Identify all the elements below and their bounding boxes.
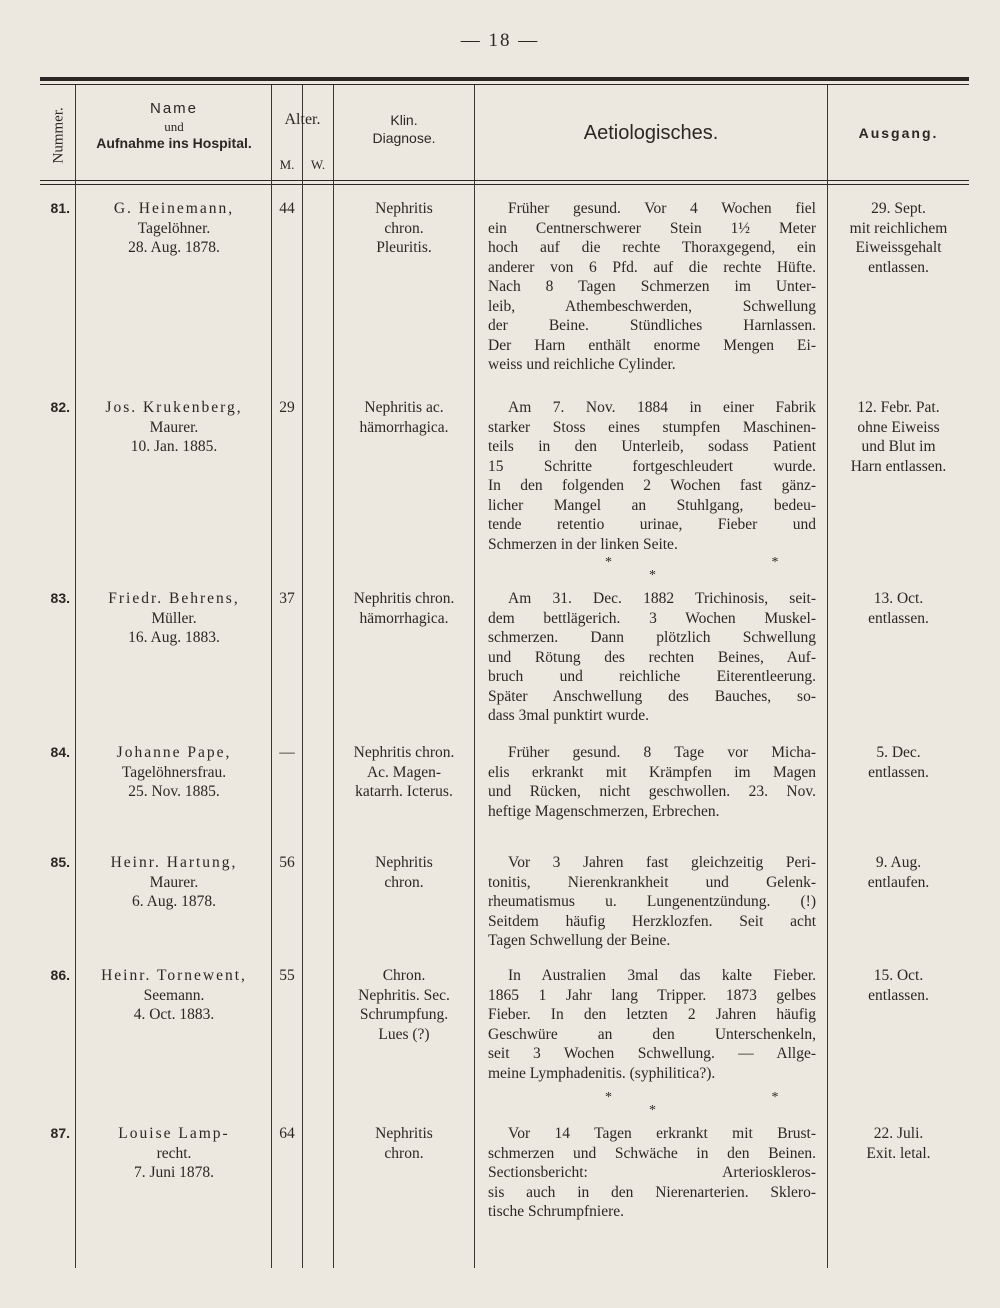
- header-aetiologie: Aetiologisches.: [583, 122, 719, 144]
- aetiology-text-line: Fieber. In den letzten 2 Jahren häufig: [488, 1006, 816, 1023]
- col-line-alter-mid: [302, 85, 303, 1268]
- patient-name: [78, 853, 270, 912]
- clinical-diagnosis: [335, 1124, 473, 1163]
- patient-age: [272, 743, 302, 763]
- outcome-line: Eiweissgehalt: [855, 239, 942, 256]
- patient-name-line: Maurer.: [149, 418, 199, 436]
- aetiology-text-line: starker Stoss eines stumpfen Maschinen-: [488, 418, 816, 436]
- col-line: [271, 85, 272, 1268]
- patient-name-line: Müller.: [151, 609, 197, 627]
- clinical-diagnosis-line: katarrh. Icterus.: [355, 783, 453, 800]
- outcome-line: 12. Febr. Pat.: [857, 399, 940, 416]
- aetiology-text-line: Seitdem häufig Herzklozfen. Seit acht: [488, 912, 816, 930]
- aetiology-text-line: tonitis, Nierenkrankheit und Gelenk-: [488, 873, 816, 891]
- clinical-diagnosis-line: hämorrhagica.: [359, 609, 449, 627]
- patient-name-line: 6. Aug. 1878.: [132, 893, 216, 910]
- patient-name: [78, 1124, 270, 1183]
- outcome-line: 15. Oct.: [873, 967, 924, 984]
- patient-name: [78, 966, 270, 1025]
- clinical-diagnosis-line: Schrumpfung.: [359, 1006, 449, 1023]
- patient-age-line: 55: [279, 967, 295, 984]
- patient-name-line: Louise Lamp-: [118, 1125, 230, 1142]
- clinical-diagnosis-line: chron.: [384, 873, 424, 891]
- aetiology-text-line: 15 Schritte fortgeschleudert wurde.: [488, 457, 816, 475]
- clinical-diagnosis-line: Nephritis: [375, 200, 433, 217]
- aetiology-text-line: Schmerzen in der linken Seite.: [488, 535, 678, 553]
- aetiology-text-line: elis erkrankt mit Krämpfen im Magen: [488, 763, 816, 781]
- case-number-line: 82.: [50, 399, 70, 415]
- patient-age-line: —: [279, 744, 295, 761]
- patient-age-line: 64: [279, 1125, 295, 1142]
- case-number-line: 84.: [50, 744, 70, 760]
- aetiology-text: [488, 1124, 816, 1222]
- outcome-line: 29. Sept.: [871, 200, 926, 217]
- outcome-line: 13. Oct.: [873, 590, 924, 607]
- case-number: [44, 589, 70, 609]
- aetiology-text: [488, 966, 816, 1083]
- aetiology-text-line: Später Anschwellung des Bauches, so-: [488, 687, 816, 705]
- patient-name-line: Tagelöhner.: [137, 219, 211, 237]
- clinical-diagnosis: [335, 199, 473, 258]
- header-name-line1: Name: [149, 100, 198, 117]
- patient-name-line: 7. Juni 1878.: [133, 1164, 215, 1181]
- separator-stars: *: [649, 568, 656, 583]
- page-number: — 18 —: [460, 30, 540, 51]
- header-name-line2: und: [164, 118, 184, 134]
- aetiology-text: [488, 589, 816, 726]
- aetiology-text-line: 1865 1 Jahr lang Tripper. 1873 gelbes: [488, 986, 816, 1004]
- outcome-line: entlaufen.: [867, 873, 930, 891]
- aetiology-text-line: Sectionsbericht: Arterioskleros-: [488, 1164, 816, 1181]
- aetiology-text: [488, 743, 816, 821]
- patient-age: [272, 1124, 302, 1144]
- aetiology-text-line: Der Harn enthält enorme Mengen Ei-: [488, 336, 816, 354]
- clinical-diagnosis-line: chron.: [384, 219, 424, 237]
- aetiology-text-line: hoch auf die rechte Thoraxgegend, ein: [488, 239, 816, 256]
- patient-name-line: Maurer.: [149, 873, 199, 891]
- header-alter: Alter.: [284, 111, 321, 128]
- patient-name-line: Friedr. Behrens,: [108, 590, 240, 607]
- aetiology-text-line: schmerzen und Schwäche in den Beinen.: [488, 1144, 816, 1162]
- case-number-line: 81.: [50, 200, 70, 216]
- clinical-diagnosis-line: Nephritis chron.: [353, 744, 455, 761]
- aetiology-text-line: Am 31. Dec. 1882 Trichinosis, seit-: [508, 590, 816, 607]
- patient-age: [272, 398, 302, 418]
- header-name-line3: Aufnahme ins Hospital.: [96, 135, 252, 151]
- clinical-diagnosis-line: Nephritis. Sec.: [358, 986, 450, 1004]
- patient-name-line: Johanne Pape,: [116, 744, 232, 761]
- aetiology-text-line: Nach 8 Tagen Schmerzen im Unter-: [488, 278, 816, 295]
- case-number-line: 83.: [50, 590, 70, 606]
- clinical-diagnosis-line: Pleuritis.: [376, 239, 432, 256]
- patient-name-line: 28. Aug. 1878.: [128, 239, 220, 256]
- aetiology-text-line: In den folgenden 2 Wochen fast gänz-: [488, 477, 816, 494]
- patient-name-line: Seemann.: [143, 986, 205, 1004]
- aetiology-text-line: tische Schrumpfniere.: [488, 1203, 625, 1220]
- patient-name-line: G. Heinemann,: [113, 200, 235, 217]
- aetiology-text-line: seit 3 Wochen Schwellung. — Allge-: [488, 1045, 816, 1062]
- outcome-line: entlassen.: [868, 763, 929, 781]
- patient-name-line: Heinr. Hartung,: [110, 854, 238, 871]
- clinical-diagnosis-line: Nephritis chron.: [353, 590, 455, 607]
- header-diag-line1: Klin.: [390, 112, 418, 128]
- header-alter-w: W.: [310, 157, 326, 172]
- header-ausgang: Ausgang.: [858, 125, 939, 141]
- aetiology-text-line: schmerzen. Dann plötzlich Schwellung: [488, 629, 816, 646]
- aetiology-text-line: tende retentio urinae, Fieber und: [488, 516, 816, 533]
- top-rule: [40, 77, 969, 81]
- aetiology-text-line: Geschwüre an den Unterschenkeln,: [488, 1025, 816, 1043]
- outcome: [830, 853, 967, 892]
- patient-name: [78, 398, 270, 457]
- patient-age: [272, 199, 302, 219]
- case-number-line: 87.: [50, 1125, 70, 1141]
- header-nummer: Nummer.: [50, 107, 67, 164]
- patient-age: [272, 589, 302, 609]
- case-number: [44, 966, 70, 986]
- case-number: [44, 743, 70, 763]
- patient-name-line: Heinr. Tornewent,: [101, 967, 247, 984]
- outcome: [830, 743, 967, 782]
- patient-name-line: 16. Aug. 1883.: [128, 629, 220, 646]
- clinical-diagnosis: [335, 853, 473, 892]
- aetiology-text: [488, 853, 816, 951]
- clinical-diagnosis: [335, 743, 473, 802]
- outcome-line: 5. Dec.: [876, 744, 921, 761]
- aetiology-text-line: meine Lymphadenitis. (syphilitica?).: [488, 1064, 716, 1082]
- outcome-line: 9. Aug.: [875, 854, 922, 871]
- clinical-diagnosis: [335, 398, 473, 437]
- clinical-diagnosis-line: Lues (?): [378, 1025, 430, 1043]
- clinical-diagnosis-line: chron.: [384, 1144, 424, 1162]
- header-alter-m: M.: [279, 157, 295, 172]
- separator-stars: *: [649, 1103, 656, 1118]
- separator-stars: * *: [605, 555, 857, 570]
- patient-age: [272, 853, 302, 873]
- clinical-diagnosis: [335, 589, 473, 628]
- aetiology-text: [488, 398, 816, 554]
- header-rule-thin: [40, 184, 969, 185]
- aetiology-text-line: teils in den Unterleib, sodass Patient: [488, 438, 816, 455]
- outcome-line: ohne Eiweiss: [857, 418, 940, 436]
- aetiology-text-line: sis auch in den Nierenarterien. Sklero-: [488, 1183, 816, 1201]
- aetiology-text-line: Vor 14 Tagen erkrankt mit Brust-: [508, 1125, 816, 1142]
- outcome-line: mit reichlichem: [849, 219, 948, 237]
- outcome: [830, 199, 967, 277]
- outcome-line: Exit. letal.: [866, 1144, 931, 1162]
- col-line: [75, 85, 76, 1268]
- aetiology-text-line: rheumatismus u. Lungenentzündung. (!): [488, 893, 816, 910]
- outcome-line: 22. Juli.: [873, 1125, 924, 1142]
- aetiology-text-line: Vor 3 Jahren fast gleichzeitig Peri-: [508, 854, 816, 871]
- patient-age-line: 56: [279, 854, 295, 871]
- patient-age: [272, 966, 302, 986]
- aetiology-text-line: dass 3mal punktirt wurde.: [488, 707, 650, 724]
- case-number: [44, 1124, 70, 1144]
- case-number-line: 86.: [50, 967, 70, 983]
- top-rule-thin: [40, 84, 969, 85]
- aetiology-text-line: ein Centnerschwerer Stein 1½ Meter: [488, 219, 816, 237]
- header-rule: [40, 180, 969, 181]
- clinical-diagnosis-line: Nephritis ac.: [364, 399, 444, 416]
- clinical-diagnosis: [335, 966, 473, 1044]
- outcome-line: und Blut im: [861, 438, 936, 455]
- patient-name-line: Tagelöhnersfrau.: [121, 763, 227, 781]
- aetiology-text-line: heftige Magenschmerzen, Erbrechen.: [488, 802, 720, 820]
- patient-age-line: 37: [279, 590, 295, 607]
- col-line: [333, 85, 334, 1268]
- patient-name: [78, 743, 270, 802]
- case-number: [44, 398, 70, 418]
- outcome: [830, 398, 967, 476]
- clinical-diagnosis-line: Chron.: [382, 967, 426, 984]
- patient-name: [78, 199, 270, 258]
- aetiology-text-line: Tagen Schwellung der Beine.: [488, 932, 671, 949]
- aetiology-text-line: der Beine. Stündliches Harnlassen.: [488, 317, 816, 334]
- patient-name-line: 4. Oct. 1883.: [133, 1006, 215, 1023]
- aetiology-text-line: und Rötung des rechten Beines, Auf-: [488, 648, 816, 666]
- patient-name-line: recht.: [156, 1144, 192, 1162]
- case-number: [44, 853, 70, 873]
- aetiology-text-line: weiss und reichliche Cylinder.: [488, 356, 676, 373]
- aetiology-text-line: anderer von 6 Pfd. auf die rechte Hüfte.: [488, 258, 816, 276]
- outcome: [830, 1124, 967, 1163]
- case-number-line: 85.: [50, 854, 70, 870]
- patient-name: [78, 589, 270, 648]
- patient-age-line: 29: [279, 399, 295, 416]
- aetiology-text-line: Früher gesund. Vor 4 Wochen fiel: [508, 200, 816, 217]
- aetiology-text-line: Am 7. Nov. 1884 in einer Fabrik: [508, 399, 816, 416]
- outcome-line: Harn entlassen.: [850, 457, 947, 475]
- aetiology-text-line: Früher gesund. 8 Tage vor Micha-: [508, 744, 816, 761]
- aetiology-text-line: In Australien 3mal das kalte Fieber.: [508, 967, 816, 984]
- outcome-line: entlassen.: [868, 258, 929, 276]
- header-diagnose: [335, 112, 473, 147]
- clinical-diagnosis-line: Nephritis: [375, 854, 433, 871]
- aetiology-text-line: und Rücken, nicht geschwollen. 23. Nov.: [488, 783, 816, 800]
- patient-age-line: 44: [279, 200, 295, 217]
- clinical-diagnosis-line: Nephritis: [375, 1125, 433, 1142]
- outcome: [830, 589, 967, 628]
- aetiology-text-line: licher Mangel an Stuhlgang, bedeu-: [488, 496, 816, 514]
- clinical-diagnosis-line: hämorrhagica.: [359, 418, 449, 436]
- header-name: [78, 100, 270, 153]
- aetiology-text-line: dem bettlägerich. 3 Wochen Muskel-: [488, 609, 816, 627]
- outcome-line: entlassen.: [868, 609, 929, 627]
- patient-name-line: 10. Jan. 1885.: [130, 438, 218, 455]
- case-number: [44, 199, 70, 219]
- outcome: [830, 966, 967, 1005]
- clinical-diagnosis-line: Ac. Magen-: [366, 763, 442, 781]
- aetiology-text-line: bruch und reichliche Eiterentleerung.: [488, 668, 816, 685]
- outcome-line: entlassen.: [868, 986, 929, 1004]
- patient-name-line: Jos. Krukenberg,: [105, 399, 243, 416]
- patient-name-line: 25. Nov. 1885.: [128, 783, 220, 800]
- col-line: [474, 85, 475, 1268]
- separator-stars: * *: [605, 1090, 857, 1105]
- header-diag-line2: Diagnose.: [372, 129, 436, 146]
- aetiology-text: [488, 199, 816, 375]
- aetiology-text-line: leib, Athembeschwerden, Schwellung: [488, 297, 816, 315]
